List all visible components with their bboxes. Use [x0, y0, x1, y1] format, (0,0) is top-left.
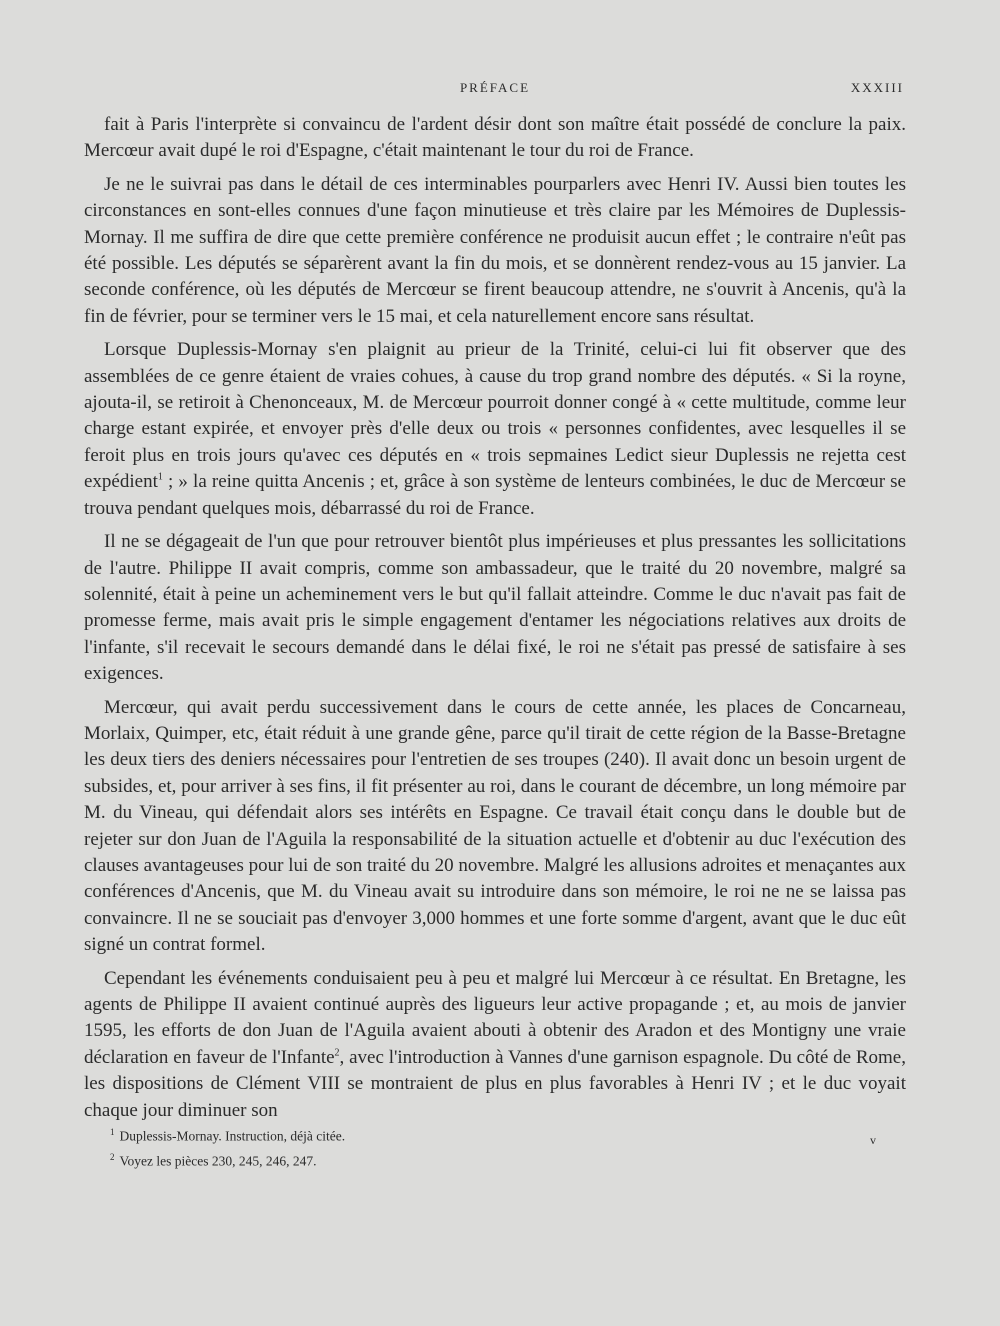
- page-number: XXXIII: [850, 80, 904, 95]
- paragraph-text: Mercœur, qui avait perdu successivement dans le cours de cette année, les places de Concarneau, Morlaix, Quimper, etc, était réduit à une grande gêne, parce qu'il tirait de cette région de la Basse-Bretagne les deux tiers des deniers nécessaires pour l'entretien de ses troupes (240). Il avait donc un besoin urgent de subsides, et, pour arriver à ses fins, il fit présenter au roi, dans le courant de décembre, un long mémoire par M. du Vineau, qui défendait alors ses intérêts en Espagne. Ce travail était conçu dans le double but de rejeter sur don Juan de l'Aguila la responsabilité de la situation actuelle et d'obtenir au duc l'exécution des clauses avantageuses pour lui de son traité du 20 novembre. Malgré les allusions adroites et menaçantes aux conférences d'Ancenis, que M. du Vineau avait su introduire dans son mémoire, le roi ne ne se laissa pas convaincre. Il ne se souciait pas d'envoyer 3,000 hommes et une forte somme d'argent, avant que le duc eût signé un contrat formel.: [84, 696, 906, 956]
- running-head: [84, 80, 906, 100]
- signature-mark: v: [870, 1133, 876, 1147]
- footnote-mark: 1: [110, 1127, 115, 1137]
- paragraph: [84, 337, 906, 522]
- paragraph-text: Cependant les événements conduisaient peu à peu et malgré lui Mercœur à ce résultat. En Bretagne, les agents de Philippe II avaient continué auprès des ligueurs leur active propagande ; et, au mois de janvier 1595, les efforts de don Juan de l'Aguila avaient abouti à obtenir des Aradon et des Montigny une vraie déclaration en faveur de l'Infante: [84, 967, 906, 1068]
- paragraph-text: Il ne se dégageait de l'un que pour retrouver bientôt plus impérieuses et plus pressantes les sollicitations de l'autre. Philippe II avait compris, comme son ambassadeur, que le traité du 20 novembre, malgré sa solennité, était à peine un acheminement vers le but qu'il fallait atteindre. Comme le duc n'avait pas fait de promesse ferme, mais avait pris le simple engagement d'entamer les négociations relatives aux droits de l'infante, s'il recevait le secours demandé dans le délai fixé, le roi ne s'était pas pressé de satisfaire à ses exigences.: [84, 531, 906, 685]
- paragraph: [84, 966, 906, 1124]
- footnotes: [110, 1122, 610, 1171]
- footnote-reference: 1: [157, 471, 163, 483]
- footnote: [110, 1147, 610, 1172]
- paragraph: [84, 529, 906, 687]
- body-text: [84, 112, 906, 1131]
- footnote-text: Voyez les pièces 230, 245, 246, 247.: [119, 1153, 317, 1168]
- footnote-text: Duplessis-Mornay. Instruction, déjà citée.: [119, 1128, 346, 1144]
- paragraph: [84, 695, 906, 959]
- footnote: [110, 1122, 610, 1147]
- paragraph-text: Je ne le suivrai pas dans le détail de ces interminables pourparlers avec Henri IV. Aussi bien toutes les circonstances en sont-elles connues d'une façon minutieuse et très claire par les Mémoires de Duplessis-Mornay. Il me suffira de dire que cette première conférence ne produisit aucun effet ; le contraire n'eût pas été possible. Les députés se séparèrent avant la fin du mois, et se donnèrent rendez-vous au 15 janvier. La seconde conférence, où les députés de Mercœur se firent beaucoup attendre, ne s'ouvrit à Ancenis, qu'à la fin de février, pour se terminer vers le 15 mai, et cela naturellement encore sans résultat.: [84, 173, 906, 327]
- paragraph-text: ; » la reine quitta Ancenis ; et, grâce à son système de lenteurs combinées, le duc de Mercœur se trouva pendant quelques mois, débarrassé du roi de France.: [84, 471, 906, 519]
- paragraph: [84, 112, 906, 165]
- paragraph-text: , avec l'introduction à Vannes d'une garnison espagnole. Du côté de Rome, les dispositions de Clément VIII se montraient de plus en plus favorables à Henri IV ; et le duc voyait chaque jour diminuer son: [84, 1046, 906, 1121]
- paragraph-text: Lorsque Duplessis-Mornay s'en plaignit au prieur de la Trinité, celui-ci lui fit observer que des assemblées de ce genre étaient de vraies cohues, à cause du trop grand nombre des députés. « Si la royne, ajouta-il, se retiroit à Chenonceaux, M. de Mercœur pourroit donner congé à « cette multitude, comme leur charge estant expirée, et envoyer près d'elle deux ou trois « personnes confidentes, avec lesquelles il se feroit plus en trois jours qu'avec ces députés en « trois sepmaines Ledict sieur Duplessis ne rejetta cest expédient: [84, 339, 906, 493]
- paragraph-text: fait à Paris l'interprète si convaincu de l'ardent désir dont son maître était possédé de conclure la paix. Mercœur avait dupé le roi d'Espagne, c'était maintenant le tour du roi de France.: [84, 114, 906, 162]
- running-title: PRÉFACE: [459, 80, 531, 95]
- paragraph: [84, 172, 906, 330]
- footnote-reference: 2: [334, 1047, 340, 1059]
- footnote-mark: 2: [110, 1151, 115, 1162]
